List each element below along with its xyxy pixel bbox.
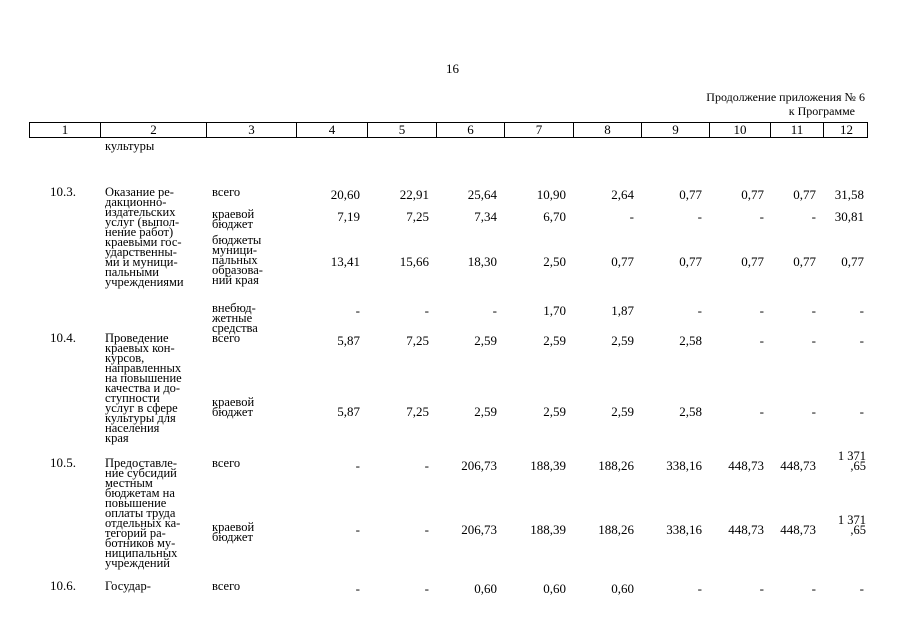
value-cell: 7,19 [337,209,360,224]
value-cell: 31,58 [834,187,864,202]
value-cell: 2,59 [474,333,497,348]
header-cell: 11 [771,123,824,137]
table-header-row [29,122,868,138]
value-cell: 0,77 [679,254,702,269]
value-cell: 7,25 [406,404,429,419]
header-cell: 8 [574,123,642,137]
value-cell: 448,73 [728,458,764,473]
header-cell: 12 [840,122,853,137]
value-cell: 10,90 [536,187,566,202]
header-cell: 7 [505,123,574,137]
value-cell: 448,73 [728,522,764,537]
item-name: Оказание ре- дакционно- издательских услуг (выпол- нение работ) краевыми гос- ударственны- ми и муници- пальными учреждениями [105,185,184,289]
funding-source: краевой бюджет [212,395,255,419]
value-cell: 206,73 [461,522,497,537]
item-name: Предоставле- ние субсидий местным бюджетам на повышение оплаты труда отдельных ка- тегорий ра- ботников му- ниципальных учреждений [105,456,181,570]
continuation-subtitle: к Программе [788,104,855,118]
value-cell: 188,26 [598,458,634,473]
value-cell: - [759,404,764,419]
value-cell: - [859,333,864,348]
value-cell: 5,87 [337,333,360,348]
value-cell: 0,77 [841,254,864,269]
value-cell: 20,60 [330,187,360,202]
value-cell: 0,77 [611,254,634,269]
funding-source: всего [212,185,241,199]
value-cell: 0,77 [679,187,702,202]
header-cell: 10 [710,123,771,137]
value-cell: 5,87 [337,404,360,419]
item-number: 10.4. [50,330,76,345]
value-cell: 2,59 [611,333,634,348]
value-cell: 0,60 [611,581,634,596]
value-cell: 0,77 [741,254,764,269]
item-number: 10.5. [50,455,76,470]
value-cell: 448,73 [780,522,816,537]
funding-source: краевой бюджет [212,207,255,231]
value-cell: 2,58 [679,333,702,348]
value-cell: 22,91 [399,187,429,202]
value-cell: 338,16 [666,522,702,537]
page-number: 16 [446,61,459,76]
carryover-text: культуры [105,139,155,153]
value-cell: - [859,404,864,419]
value-cell: 25,64 [467,187,497,202]
funding-source: всего [212,331,241,345]
value-cell: - [697,303,702,318]
value-cell: 1,87 [611,303,634,318]
value-cell: 2,59 [543,333,566,348]
value-cell: 30,81 [834,209,864,224]
value-cell: 7,25 [406,209,429,224]
header-cell: 6 [437,123,505,137]
value-cell: - [355,458,360,473]
value-cell: - [859,581,864,596]
value-cell: - [424,458,429,473]
value-cell: - [811,404,816,419]
value-cell: 7,34 [474,209,497,224]
value-cell: 188,26 [598,522,634,537]
item-name: Проведение краевых кон- курсов, направленных на повышение качества и до- ступности услуг в сфере культуры для населения края [105,331,182,445]
value-cell: - [811,581,816,596]
value-cell: 448,73 [780,458,816,473]
header-cell: 5 [368,123,437,137]
value-cell: - [759,333,764,348]
value-cell: 2,58 [679,404,702,419]
header-cell: 1 [30,123,101,137]
funding-source: всего [212,579,241,593]
value-cell: - [355,522,360,537]
header-cell: 3 [207,123,297,137]
value-cell: - [811,303,816,318]
value-cell: - [811,209,816,224]
funding-source: всего [212,456,241,470]
funding-source: бюджеты муници- пальных образова- ний края [212,233,263,287]
value-cell: 0,77 [793,254,816,269]
header-cell: 9 [642,123,710,137]
value-cell: 0,77 [741,187,764,202]
value-cell: - [759,303,764,318]
value-cell: 13,41 [330,254,360,269]
value-cell: - [697,209,702,224]
value-cell: 2,64 [611,187,634,202]
value-cell: - [355,581,360,596]
value-cell: 18,30 [467,254,497,269]
value-cell: 188,39 [530,458,566,473]
value-cell: - [811,333,816,348]
value-cell: 206,73 [461,458,497,473]
value-cell: 6,70 [543,209,566,224]
value-cell: 1 371 ,65 [837,449,866,473]
value-cell: 338,16 [666,458,702,473]
continuation-title: Продолжение приложения № 6 [706,90,865,104]
funding-source: внебюд- жетные средства [212,301,258,335]
value-cell: 2,59 [611,404,634,419]
value-cell: 1,70 [543,303,566,318]
value-cell: - [859,303,864,318]
value-cell: - [697,581,702,596]
item-name: Государ- [105,579,151,593]
value-cell: 2,50 [543,254,566,269]
value-cell: 2,59 [543,404,566,419]
value-cell: - [759,209,764,224]
header-cell: 4 [297,123,368,137]
value-cell: 0,77 [793,187,816,202]
value-cell: 7,25 [406,333,429,348]
value-cell: 2,59 [474,404,497,419]
value-cell: - [424,522,429,537]
value-cell: 15,66 [399,254,429,269]
value-cell: 188,39 [530,522,566,537]
header-cell: 2 [101,123,207,137]
value-cell: - [424,581,429,596]
value-cell: 1 371 ,65 [837,513,866,537]
value-cell: - [355,303,360,318]
value-cell: - [629,209,634,224]
value-cell: 0,60 [543,581,566,596]
value-cell: - [492,303,497,318]
item-number: 10.3. [50,184,76,199]
item-number: 10.6. [50,578,76,593]
value-cell: 0,60 [474,581,497,596]
value-cell: - [759,581,764,596]
value-cell: - [424,303,429,318]
funding-source: краевой бюджет [212,520,255,544]
